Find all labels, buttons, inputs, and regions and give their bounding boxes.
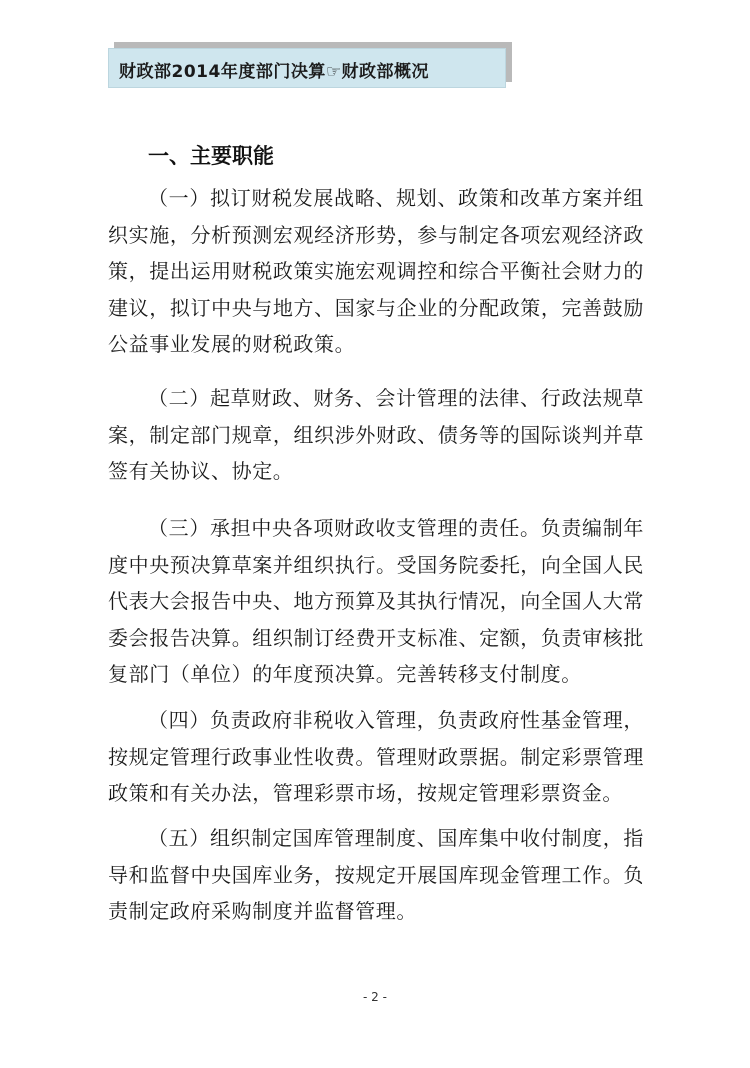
paragraph-duty-2: （二）起草财政、财务、会计管理的法律、行政法规草案，制定部门规章，组织涉外财政、债务等的国际谈判并草签有关协议、协定。: [108, 386, 644, 483]
paragraph-duty-1: （一）拟订财税发展战略、规划、政策和改革方案并组织实施，分析预测宏观经济形势，参与制定各项宏观经济政策，提出运用财税政策实施宏观调控和综合平衡社会财力的建议，拟订中央与地方、国家与企业的分配政策，完善鼓励公益事业发展的财税政策。: [108, 186, 644, 356]
header-banner: [108, 48, 506, 88]
header-banner-text: 财政部2014年度部门决算☞财政部概况: [119, 62, 430, 82]
page-number: - 2 -: [363, 990, 387, 1004]
paragraph-duty-4: （四）负责政府非税收入管理，负责政府性基金管理，按规定管理行政事业性收费。管理财政票据。制定彩票管理政策和有关办法，管理彩票市场，按规定管理彩票资金。: [108, 708, 644, 805]
section-heading: 一、主要职能: [148, 144, 274, 168]
paragraph-duty-3: （三）承担中央各项财政收支管理的责任。负责编制年度中央预决算草案并组织执行。受国务院委托，向全国人民代表大会报告中央、地方预算及其执行情况，向全国人大常委会报告决算。组织制订经费开支标准、定额，负责审核批复部门（单位）的年度预决算。完善转移支付制度。: [108, 516, 644, 686]
paragraph-duty-5: （五）组织制定国库管理制度、国库集中收付制度，指导和监督中央国库业务，按规定开展国库现金管理工作。负责制定政府采购制度并监督管理。: [108, 826, 644, 923]
